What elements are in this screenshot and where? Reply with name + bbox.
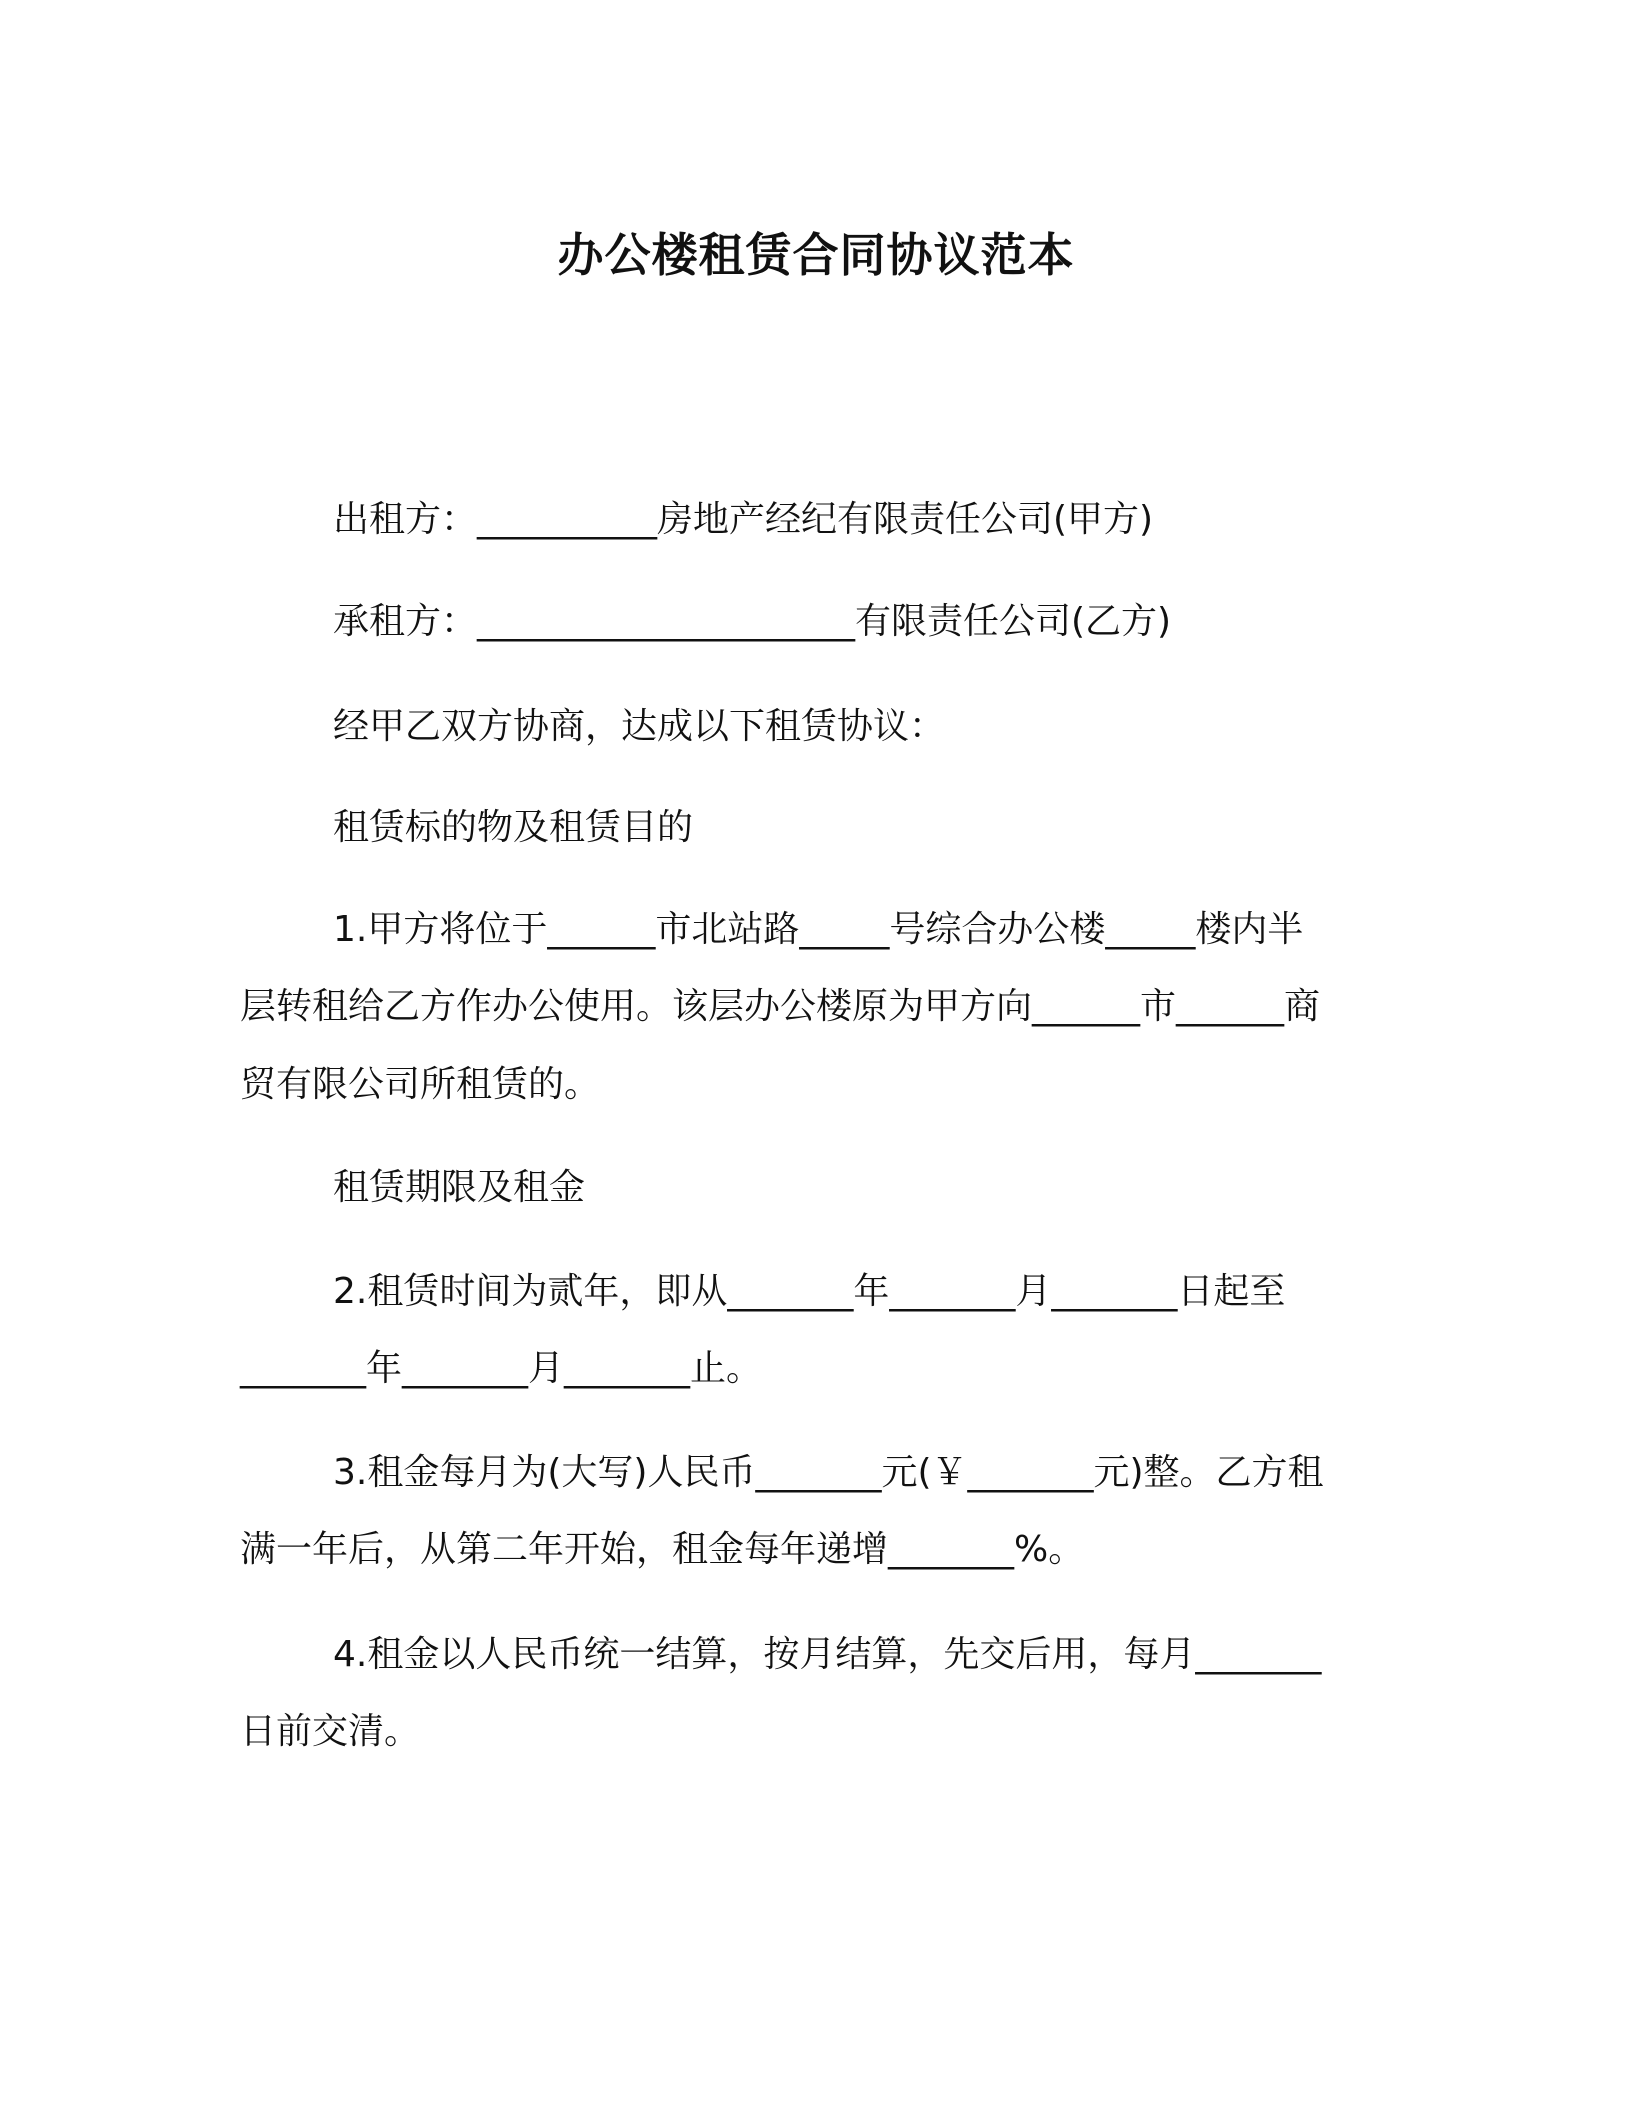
lessor-line: 出租方：__________房地产经纪有限责任公司(甲方) [333, 499, 1154, 540]
clause-3-line-1: 3.租金每月为(大写)人民币_______元(￥_______元)整。乙方租 [333, 1452, 1324, 1493]
clause-4-line-1: 4.租金以人民币统一结算，按月结算，先交后用，每月_______ [333, 1634, 1322, 1675]
clause-1-line-3: 贸有限公司所租赁的。 [240, 1064, 601, 1105]
clause-1-line-2: 层转租给乙方作办公使用。该层办公楼原为甲方向______市______商 [240, 986, 1321, 1027]
clause-3-line-2: 满一年后，从第二年开始，租金每年递增_______%。 [240, 1529, 1085, 1570]
clause-1-line-1: 1.甲方将位于______市北站路_____号综合办公楼_____楼内半 [333, 909, 1304, 950]
clause-2-line-2: _______年_______月_______止。 [240, 1348, 762, 1389]
clause-4-line-2: 日前交清。 [240, 1711, 421, 1752]
clause-2-line-1: 2.租赁时间为贰年，即从_______年_______月_______日起至 [333, 1271, 1286, 1312]
section-heading-term: 租赁期限及租金 [333, 1167, 586, 1208]
agreement-intro: 经甲乙双方协商，达成以下租赁协议： [333, 706, 946, 747]
section-heading-subject: 租赁标的物及租赁目的 [333, 807, 694, 848]
lessee-line: 承租方：_____________________有限责任公司(乙方) [333, 601, 1172, 642]
document-title: 办公楼租赁合同协议范本 [557, 228, 1075, 282]
